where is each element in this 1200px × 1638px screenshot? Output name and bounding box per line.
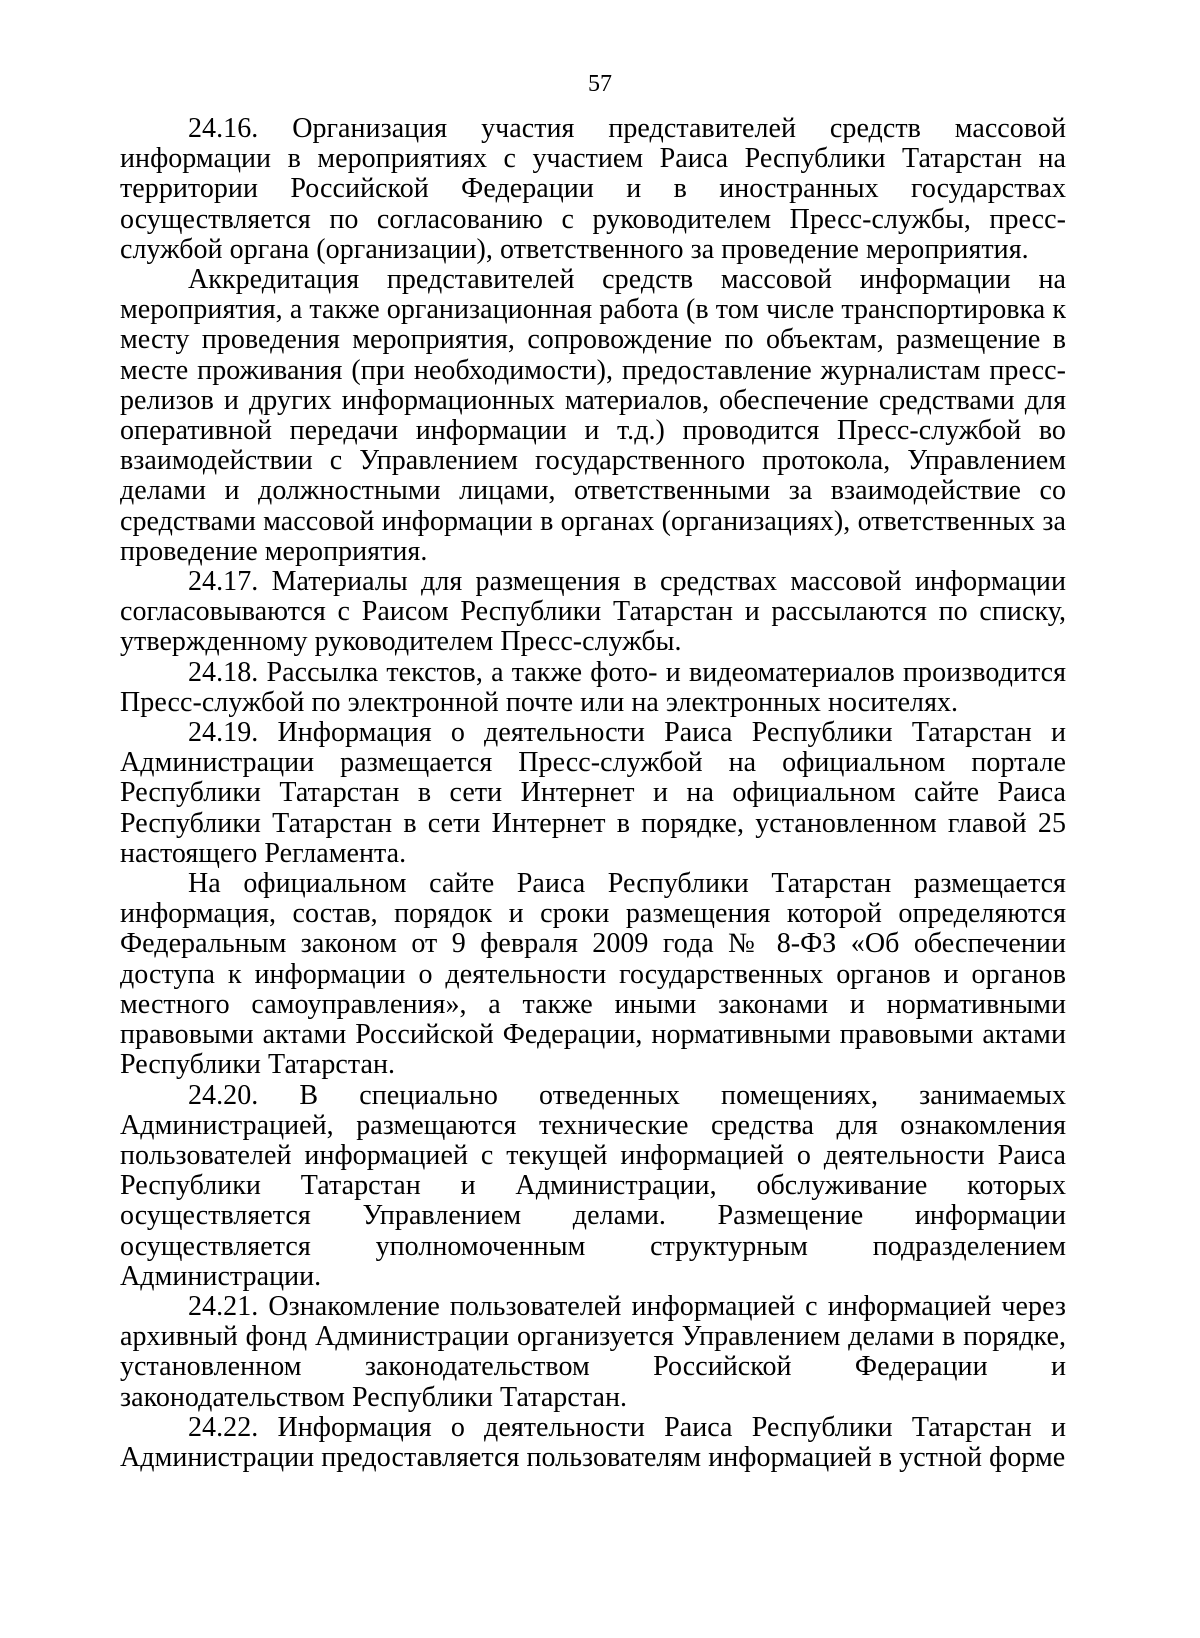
paragraph-24-22: 24.22. Информация о деятельности Раиса Республики Татарстан и Администрации предоставляется пользователям информацией в устной форме [120, 1411, 1066, 1473]
paragraph-24-18: 24.18. Рассылка текстов, а также фото- и видеоматериалов производится Пресс-службой по электронной почте или на электронных носителях. [120, 656, 1066, 718]
paragraph-24-20: 24.20. В специально отведенных помещениях, занимаемых Администрацией, размещаются технические средства для ознакомления пользователей информацией с текущей информацией о деятельности Раиса Республики Татарстан и Администрации, обслуживание которых осуществляется Управлением делами. Размещение информации осуществляется уполномоченным структурным подразделением Администрации. [120, 1079, 1066, 1292]
document-body [120, 114, 1066, 1473]
paragraph-24-17: 24.17. Материалы для размещения в средствах массовой информации согласовываются с Раисом Республики Татарстан и рассылаются по списку, утвержденному руководителем Пресс-службы. [120, 566, 1066, 658]
paragraph-24-21: 24.21. Ознакомление пользователей информацией с информацией через архивный фонд Администрации организуется Управлением делами в порядке, установленном законодательством Российской Федерации и законодательством Республики Татарстан. [120, 1290, 1066, 1413]
page-number: 57 [588, 71, 612, 97]
paragraph-official-site: На официальном сайте Раиса Республики Татарстан размещается информация, состав, порядок и сроки размещения которой определяются Федеральным законом от 9 февраля 2009 года № 8-ФЗ «Об обеспечении доступа к информации о деятельности государственных органов и органов местного самоуправления», а также иными законами и нормативными правовыми актами Российской Федерации, нормативными правовыми актами Республики Татарстан. [120, 868, 1066, 1081]
paragraph-24-16: 24.16. Организация участия представителей средств массовой информации в мероприятиях с участием Раиса Республики Татарстан на территории Российской Федерации и в иностранных государствах осуществляется по согласованию с руководителем Пресс-службы, пресс-службой органа (организации), ответственного за проведение мероприятия. [120, 113, 1066, 265]
paragraph-accreditation: Аккредитация представителей средств массовой информации на мероприятия, а также организационная работа (в том числе транспортировка к месту проведения мероприятия, сопровождение по объектам, размещение в месте проживания (при необходимости), предоставление журналистам пресс-релизов и других информационных материалов, обеспечение средствами для оперативной передачи информации и т.д.) проводится Пресс-службой во взаимодействии с Управлением государственного протокола, Управлением делами и должностными лицами, ответственными за взаимодействие со средствами массовой информации в органах (организациях), ответственных за проведение мероприятия. [120, 264, 1066, 567]
paragraph-24-19: 24.19. Информация о деятельности Раиса Республики Татарстан и Администрации размещается Пресс-службой на официальном портале Республики Татарстан в сети Интернет и на официальном сайте Раиса Республики Татарстан в сети Интернет в порядке, установленном главой 25 настоящего Регламента. [120, 717, 1066, 869]
